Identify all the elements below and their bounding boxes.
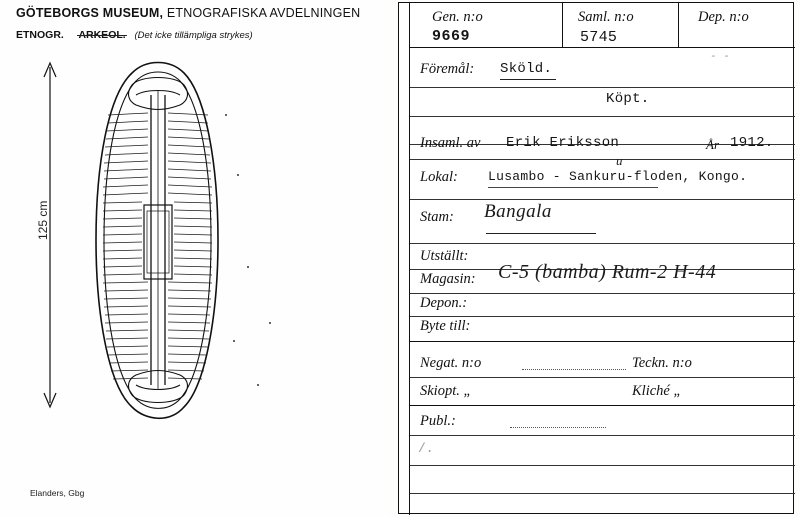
shield-outline: [96, 63, 218, 419]
teckn-label: Teckn. n:o: [632, 355, 692, 371]
insaml-label: Insaml. av: [420, 135, 481, 151]
publ-label: Publ.:: [420, 413, 456, 429]
rule-2: [410, 116, 795, 117]
lokal-correction: u: [616, 153, 623, 168]
ar-label: År: [706, 137, 719, 152]
scale-annotation: 125 cm: [36, 200, 50, 240]
rule-6: [410, 243, 795, 244]
shield-drawing-svg: [20, 55, 360, 455]
saml-no-value: 5745: [580, 29, 618, 46]
lokal-underline: [488, 187, 658, 188]
rule-11: [410, 377, 795, 378]
depon-label: Depon.:: [420, 295, 468, 311]
gen-no-label: Gen. n:o: [432, 9, 483, 25]
card-ruled-area: [409, 3, 795, 515]
rule-13: [410, 435, 795, 436]
rule-14: [410, 465, 795, 466]
rule-8: [410, 293, 795, 294]
museum-subline: [16, 29, 366, 41]
museum-header: [16, 6, 366, 41]
catalogue-card: [398, 2, 794, 514]
negat-label: Negat. n:o: [420, 355, 482, 371]
stam-label: Stam:: [420, 209, 454, 225]
lokal-value: Lusambo - Sankuru-floden, Kongo.: [488, 169, 748, 184]
rule-1: [410, 87, 795, 88]
negat-dots: [522, 369, 626, 370]
rule-4: [410, 159, 795, 160]
rule-5: [410, 199, 795, 200]
museum-title-line: [16, 6, 366, 20]
publ-dots: [510, 427, 606, 428]
insaml-value: Erik Eriksson: [506, 135, 620, 151]
ethnography-label: ETNOGR.: [16, 29, 64, 41]
foremal-value: Sköld.: [500, 61, 553, 77]
gen-no-value: 9669: [432, 28, 471, 45]
faint-mark-bottom: /.: [418, 441, 434, 456]
museum-name: GÖTEBORGS MUSEUM,: [16, 6, 164, 20]
dep-no-label: Dep. n:o: [698, 9, 749, 25]
rule-vert-2: [678, 3, 679, 47]
magasin-label: Magasin:: [420, 271, 476, 287]
archaeology-label-struck: ARKEOL.: [78, 29, 126, 41]
left-illustration-panel: [0, 0, 390, 517]
skiopt-label: Skiopt. „: [420, 383, 472, 399]
rule-vert-1: [562, 3, 563, 47]
utstallt-label: Utställt:: [420, 248, 469, 264]
kliche-label: Kliché „: [632, 383, 682, 399]
rule-12: [410, 405, 795, 406]
byte-till-label: Byte till:: [420, 318, 471, 334]
weave-hatching: [103, 113, 212, 379]
rule-15: [410, 493, 795, 494]
rule-header: [410, 47, 795, 48]
shield-spine: [144, 91, 172, 389]
kopt-value: Köpt.: [606, 91, 650, 107]
foremal-label: Föremål:: [420, 61, 475, 77]
speckle-marks: [225, 114, 271, 386]
saml-no-label: Saml. n:o: [578, 9, 634, 25]
stam-value: Bangala: [484, 201, 552, 222]
object-drawing: [20, 55, 360, 455]
stam-underline: [486, 233, 596, 234]
foremal-underline: [500, 79, 556, 80]
museum-department: ETNOGRAFISKA AVDELNINGEN: [166, 6, 361, 20]
lokal-label: Lokal:: [420, 169, 458, 185]
faint-mark-top: - -: [710, 51, 730, 63]
printer-imprint: Elanders, Gbg: [30, 488, 85, 498]
rule-10: [410, 341, 795, 342]
rule-9: [410, 316, 795, 317]
ar-value: 1912.: [730, 135, 774, 151]
magasin-value: C-5 (bamba) Rum-2 H-44: [498, 261, 717, 283]
strike-instruction: (Det icke tillämpliga strykes): [134, 30, 253, 41]
